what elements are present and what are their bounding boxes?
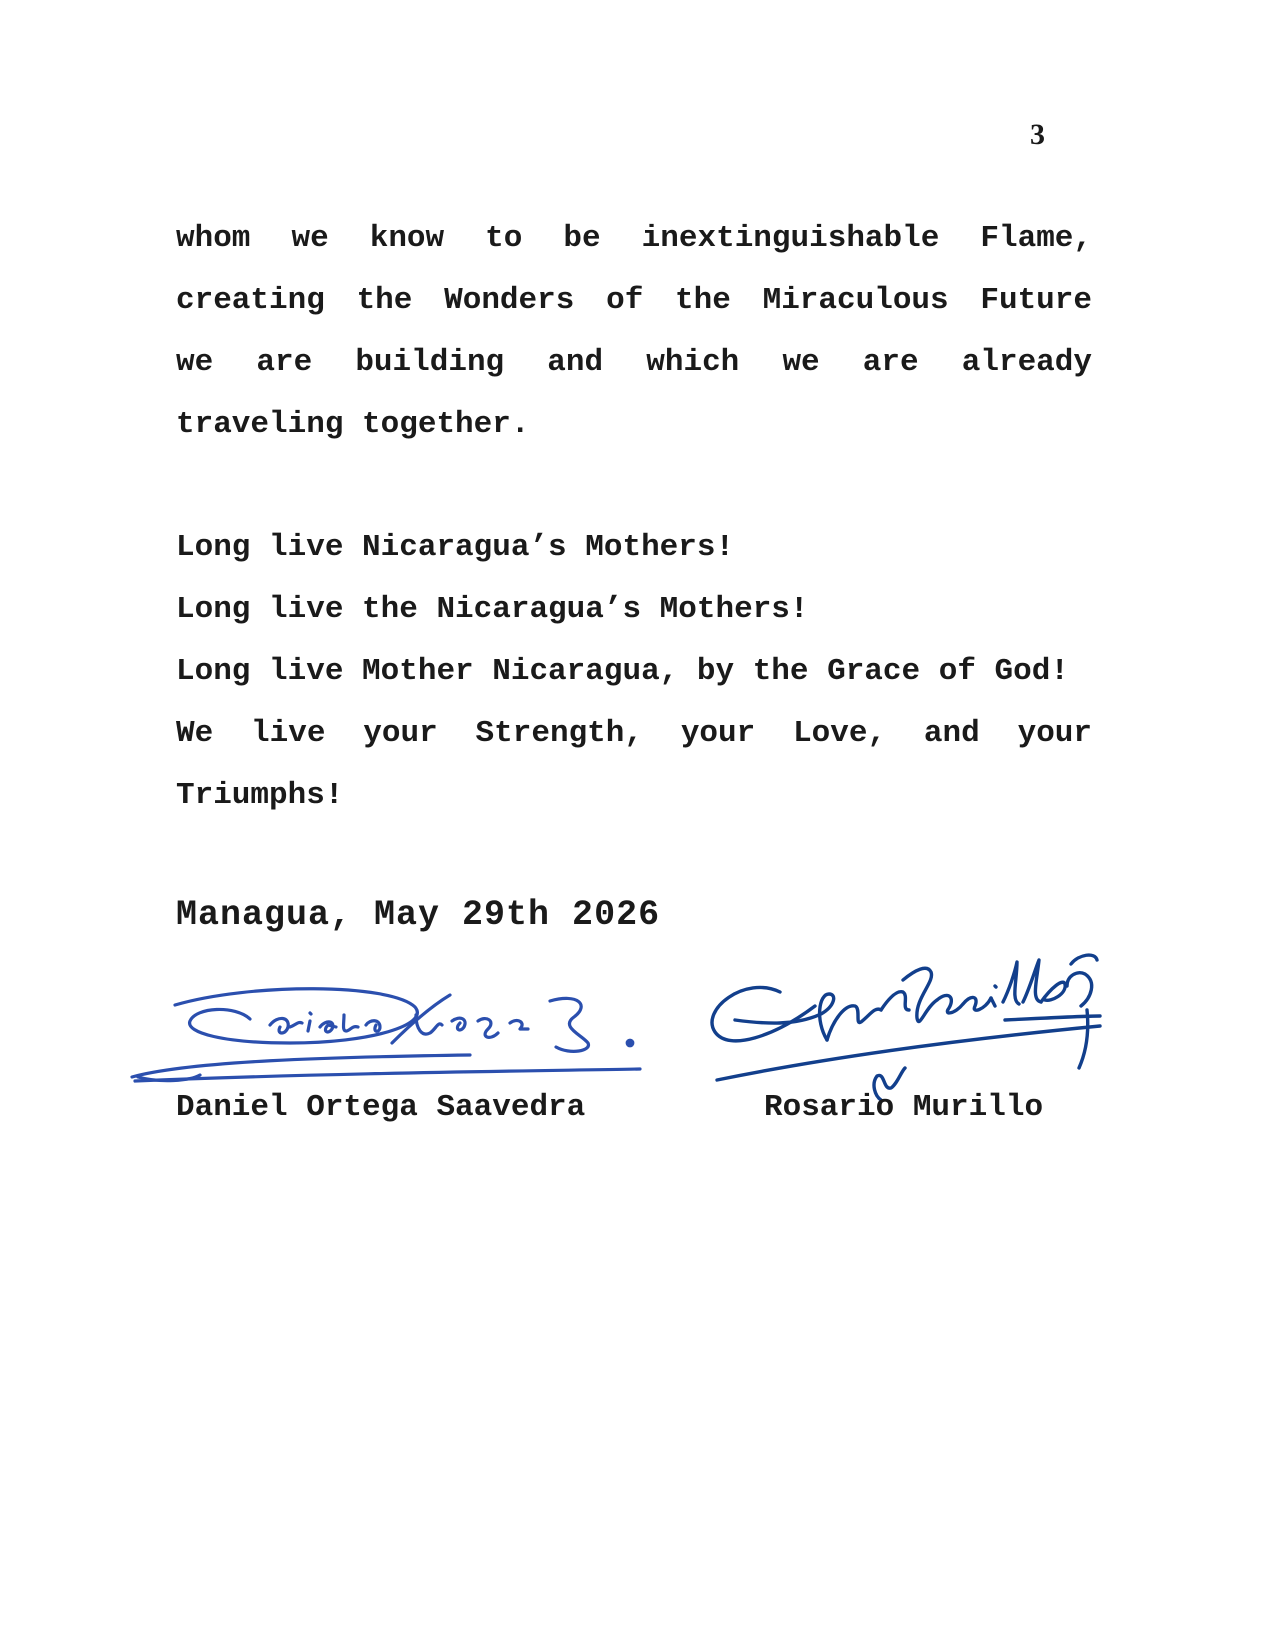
acclamation-line: Triumphs! [176,778,344,813]
paragraph-line: traveling together. [176,407,530,442]
acclamations [176,517,1092,827]
signatory-name-right: Rosario Murillo [764,1090,1044,1125]
paragraph-line: we are building and which we are already [176,345,1092,380]
signature-drawing [130,985,670,1095]
signatory-name-left: Daniel Ortega Saavedra [176,1090,586,1125]
place-and-date: Managua, May 29th 2026 [176,895,661,935]
paragraph-line: whom we know to be inextinguishable Flame, [176,221,1092,256]
signature-daniel-ortega [130,985,670,1095]
acclamation-line: Long live Nicaragua’s Mothers! [176,530,735,565]
paragraph-line: creating the Wonders of the Miraculous Future [176,283,1092,318]
acclamation-line: We live your Strength, your Love, and your [176,716,1092,751]
closing-paragraph [176,208,1092,456]
acclamation-line: Long live Mother Nicaragua, by the Grace of God! [176,654,1069,689]
page-number: 3 [1030,118,1045,151]
acclamation-line: Long live the Nicaragua’s Mothers! [176,592,809,627]
